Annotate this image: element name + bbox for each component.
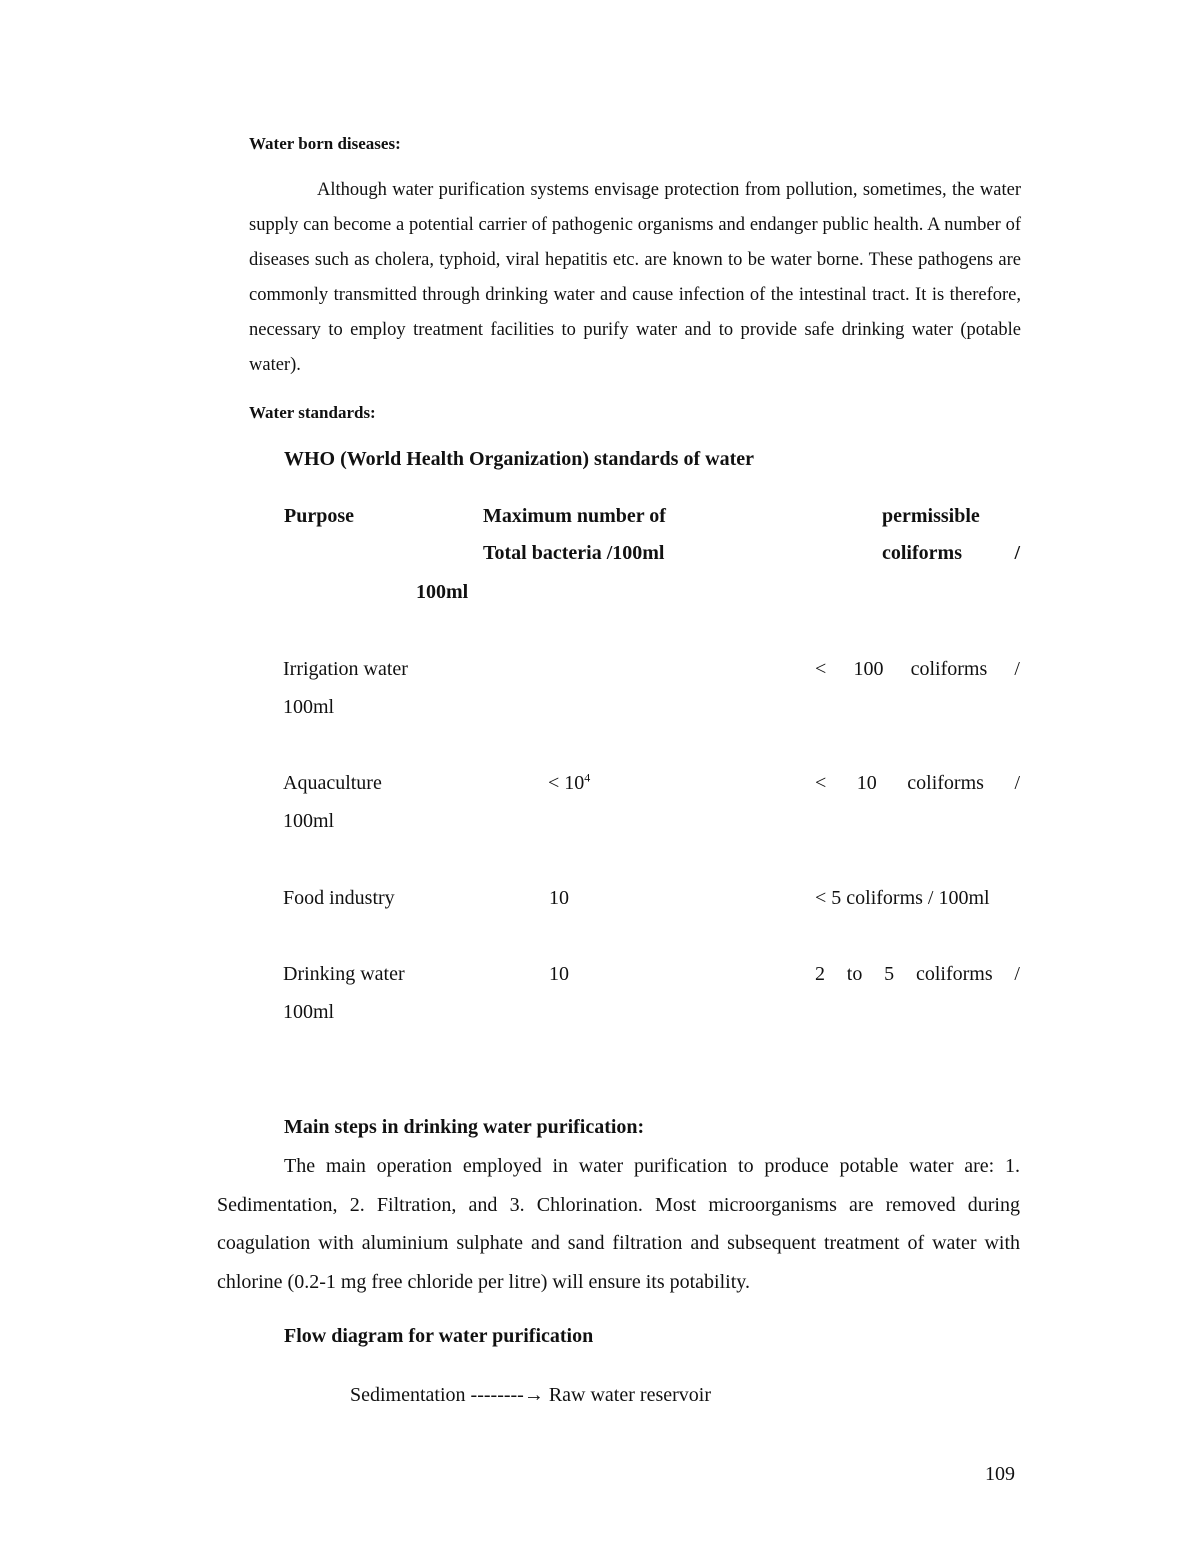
- header-max-line2: Total bacteria /100ml: [483, 542, 665, 564]
- row-drinking-wrap: 100ml: [283, 1001, 335, 1023]
- coliform-part: coliforms: [910, 658, 988, 680]
- coliform-part: 10: [856, 772, 877, 794]
- flow-from: Sedimentation: [350, 1384, 466, 1406]
- row-food-purpose: Food industry: [283, 887, 395, 909]
- header-permissible: permissible: [882, 505, 980, 527]
- waterborne-paragraph: Although water purification systems envisage protection from pollution, sometimes, the water supply can become a potential carrier of pathogenic organisms and endanger public health. A number of diseases such as cholera, typhoid, viral hepatitis etc. are known to be water borne. These pathogens are commonly transmitted through drinking water and cause infection of the intestinal tract. It is therefore, necessary to employ treatment facilities to purify water and to provide safe drinking water (potable water).: [249, 180, 1021, 375]
- row-aquaculture-wrap: 100ml: [283, 810, 335, 832]
- row-food-bacteria: 10: [549, 887, 569, 909]
- header-coliforms-word: coliforms: [882, 542, 962, 564]
- header-100ml: 100ml: [416, 581, 469, 603]
- coliform-part: 100: [853, 658, 884, 680]
- coliform-part: <: [815, 772, 827, 794]
- waterborne-heading: Water born diseases:: [249, 134, 401, 153]
- row-aquaculture-purpose: Aquaculture: [283, 772, 382, 794]
- flow-heading: Flow diagram for water purification: [284, 1325, 594, 1347]
- flow-arrow: --------→: [470, 1384, 544, 1406]
- row-food-coliforms: < 5 coliforms / 100ml: [815, 887, 990, 909]
- flow-diagram: [350, 1384, 711, 1407]
- row-irrigation-purpose: Irrigation water: [283, 658, 408, 680]
- row-aquaculture-bacteria: [548, 772, 590, 795]
- row-aquaculture-coliforms: [815, 772, 1020, 795]
- purification-paragraph: The main operation employed in water purification to produce potable water are: 1. Sedimentation, 2. Filtration, and 3. Chlorination. Most microorganisms are removed during coagulation with aluminium sulphate and sand filtration and subsequent treatment of water with chlorine (0.2-1 mg free chloride per litre) will ensure its potability.: [217, 1155, 1020, 1293]
- coliform-part: <: [815, 658, 827, 680]
- row-drinking-purpose: Drinking water: [283, 963, 405, 985]
- standards-heading: Water standards:: [249, 403, 376, 422]
- coliform-part: coliforms: [915, 963, 993, 985]
- header-purpose: Purpose: [284, 505, 354, 527]
- table-title: WHO (World Health Organization) standards of water: [284, 448, 754, 470]
- coliform-part: /: [1014, 772, 1020, 794]
- row-irrigation-wrap: 100ml: [283, 696, 335, 718]
- flow-to: Raw water reservoir: [548, 1384, 711, 1406]
- row-irrigation-coliforms: [815, 658, 1020, 681]
- coliform-part: /: [1014, 658, 1020, 680]
- row-drinking-coliforms: [815, 963, 1020, 986]
- purification-heading: Main steps in drinking water purification:: [284, 1116, 645, 1138]
- coliform-part: 2: [815, 963, 825, 985]
- coliform-part: /: [1014, 963, 1020, 985]
- header-max-line1: Maximum number of: [483, 505, 666, 527]
- coliform-part: to: [846, 963, 863, 985]
- page-number: 109: [985, 1463, 1015, 1485]
- coliform-part: 5: [884, 963, 895, 985]
- row-drinking-bacteria: 10: [549, 963, 569, 985]
- bacteria-exponent: 4: [584, 770, 591, 785]
- header-coliforms-slash: /: [1014, 542, 1020, 564]
- coliform-part: coliforms: [907, 772, 984, 794]
- bacteria-base: < 10: [548, 772, 585, 794]
- header-coliforms: [882, 542, 1020, 565]
